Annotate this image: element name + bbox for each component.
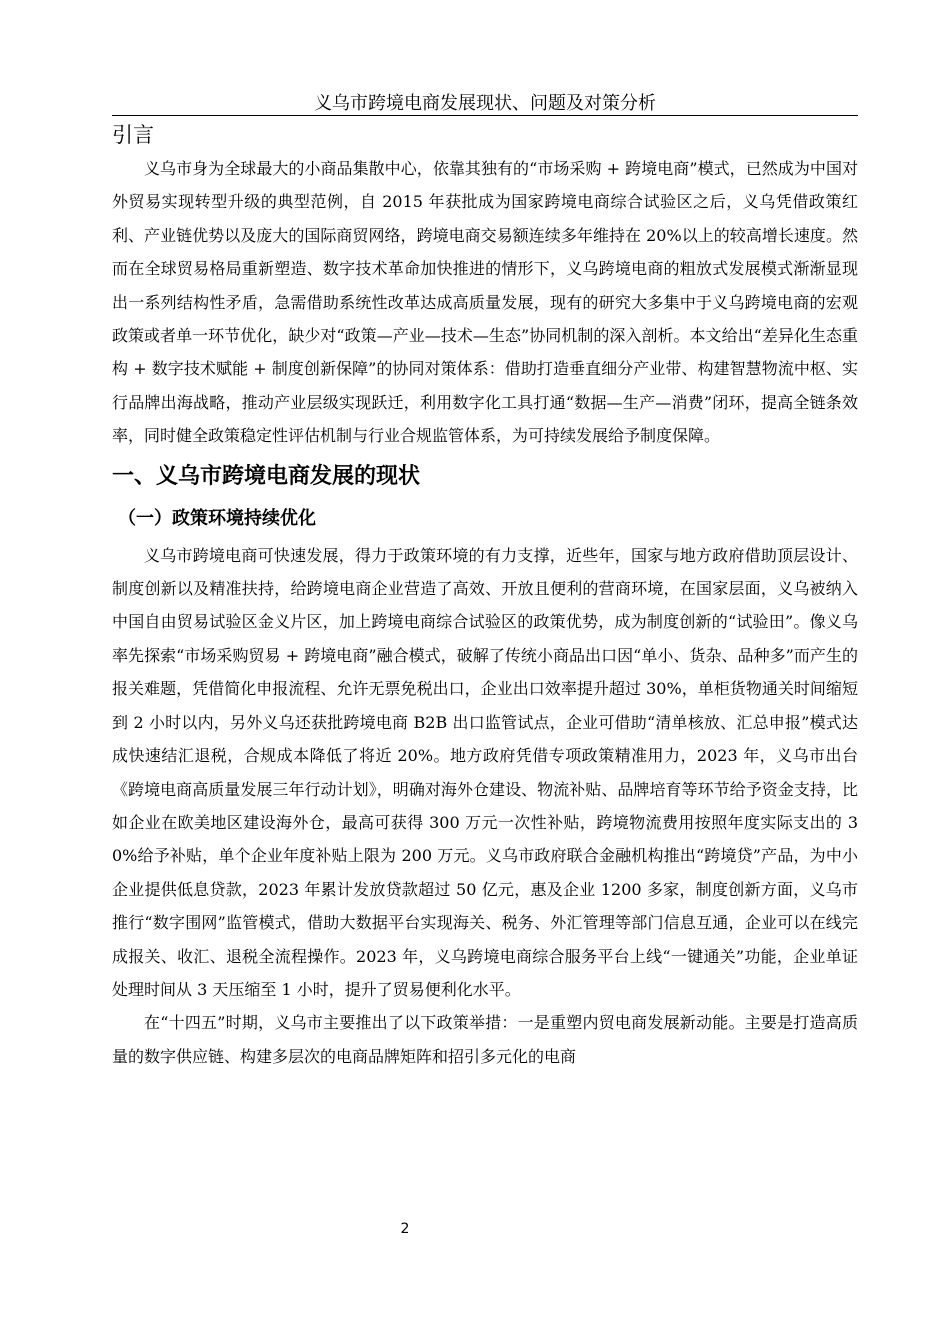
header-divider	[112, 115, 858, 116]
intro-paragraph: 义乌市身为全球最大的小商品集散中心，依靠其独有的“市场采购 + 跨境电商”模式，已然成为中国对外贸易实现转型升级的典型范例，自 2015 年获批成为国家跨境电商综合试验区之后，义乌凭借政策红利、产业链优势以及庞大的国际商贸网络，跨境电商交易额连续多年维持在 20%以上的较高增长速度。然而在全球贸易格局重新塑造、数字技术革命加快推进的情形下，义乌跨境电商的粗放式发展模式渐渐显现出一系列结构性矛盾，急需借助系统性改革达成高质量发展，现有的研究大多集中于义乌跨境电商的宏观政策或者单一环节优化，缺少对“政策—产业—技术—生态”协同机制的深入剖析。本文给出“差异化生态重构 + 数字技术赋能 + 制度创新保障”的协同对策体系：借助打造垂直细分产业带、构建智慧物流中枢、实行品牌出海战略，推动产业层级实现跃迁，利用数字化工具打通“数据—生产—消费”闭环，提高全链条效率，同时健全政策稳定性评估机制与行业合规监管体系，为可持续发展给予制度保障。	[112, 159, 858, 446]
body-paragraph-policy: 义乌市跨境电商可快速发展，得力于政策环境的有力支撑，近些年，国家与地方政府借助顶层设计、制度创新以及精准扶持，给跨境电商企业营造了高效、开放且便利的营商环境，在国家层面，义乌被纳入中国自由贸易试验区金义片区，加上跨境电商综合试验区的政策优势，成为制度创新的“试验田”。像义乌率先探索“市场采购贸易 + 跨境电商”融合模式，破解了传统小商品出口因“单小、货杂、品种多”而产生的报关难题，凭借简化申报流程、允许无票免税出口，企业出口效率提升超过 30%，单柜货物通关时间缩短到 2 小时以内，另外义乌还获批跨境电商 B2B 出口监管试点，企业可借助“清单核放、汇总申报”模式达成快速结汇退税，合规成本降低了将近 20%。地方政府凭借专项政策精准用力，2023 年，义乌市出台《跨境电商高质量发展三年行动计划》，明确对海外仓建设、物流补贴、品牌培育等环节给予资金支持，比如企业在欧美地区建设海外仓，最高可获得 300 万元一次性补贴，跨境物流费用按照年度实际支出的 30%给予补贴，单个企业年度补贴上限为 200 万元。义乌市政府联合金融机构推出“跨境贷”产品，为中小企业提供低息贷款，2023 年累计发放贷款超过 50 亿元，惠及企业 1200 多家，制度创新方面，义乌市推行“数字围网”监管模式，借助大数据平台实现海关、税务、外汇管理等部门信息互通，企业可以在线完成报关、收汇、退税全流程操作。2023 年，义乌跨境电商综合服务平台上线“一键通关”功能，企业单证处理时间从 3 天压缩至 1 小时，提升了贸易便利化水平。	[112, 545, 858, 999]
intro-heading: 引言	[112, 123, 154, 147]
section-1-heading: 一、义乌市跨境电商发展的现状	[112, 463, 421, 489]
running-header-title: 义乌市跨境电商发展现状、问题及对策分析	[314, 93, 656, 114]
page-body	[112, 118, 858, 1073]
subsection-1-heading: （一）政策环境持续优化	[118, 507, 316, 529]
page-number: 2	[400, 1221, 410, 1237]
body-paragraph-14th-plan: 在“十四五”时期，义乌市主要推出了以下政策举措：一是重塑内贸电商发展新动能。主要是打造高质量的数字供应链、构建多层次的电商品牌矩阵和招引多元化的电商	[112, 1013, 858, 1066]
